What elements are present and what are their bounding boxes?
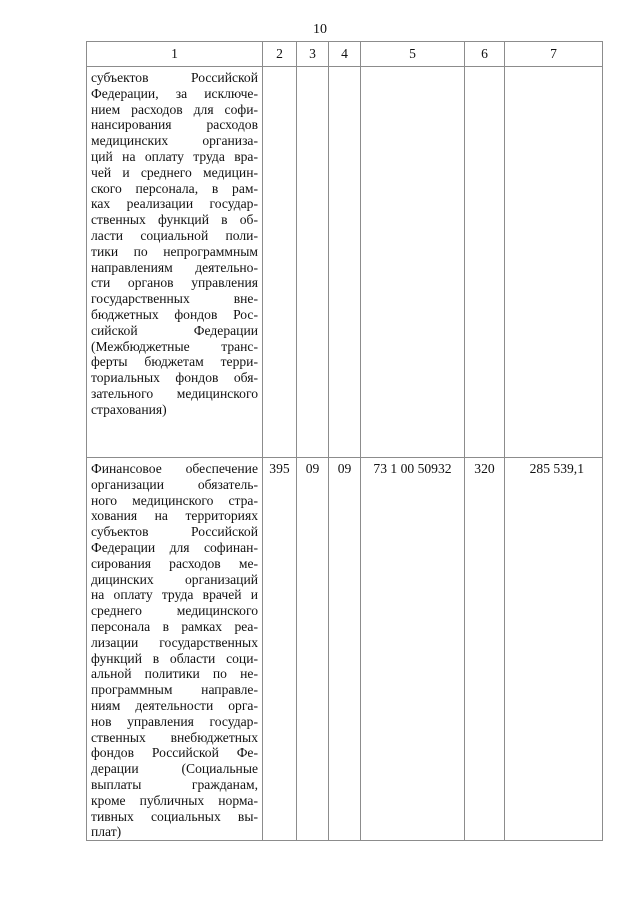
- description-line: страхования): [91, 401, 167, 417]
- column-header: 3: [297, 42, 329, 67]
- description-line: организации обязатель-: [91, 476, 258, 492]
- description-line: нов управления государ-: [91, 713, 258, 729]
- description-line: функций в области соци-: [91, 650, 258, 666]
- row-description: [87, 458, 263, 841]
- description-line: плат): [91, 824, 122, 840]
- description-line: Финансовое обеспечение: [91, 461, 258, 476]
- column-header: 2: [263, 42, 297, 67]
- table-row: [87, 67, 603, 458]
- column-header: 4: [329, 42, 361, 67]
- cell-subsection: 09: [329, 458, 361, 841]
- column-header: 1: [87, 42, 263, 67]
- description-line: выплаты гражданам,: [91, 776, 258, 792]
- description-line: сирования расходов ме-: [91, 555, 258, 571]
- description-line: (Межбюджетные транс-: [91, 338, 258, 354]
- cell-ministry-code: [263, 67, 297, 458]
- column-header: 7: [505, 42, 603, 67]
- description-line: хования на территориях: [91, 508, 258, 524]
- description-line: персонала в рамках реа-: [91, 618, 258, 634]
- description-line: субъектов Российской: [91, 70, 258, 85]
- cell-target-article: 73 1 00 50932: [361, 458, 465, 841]
- table-row: [87, 458, 603, 841]
- description-line: программным направле-: [91, 682, 258, 698]
- description-line: среднего медицинского: [91, 603, 258, 619]
- description-line: ках реализации государ-: [91, 196, 258, 212]
- cell-section: 09: [297, 458, 329, 841]
- budget-table: [86, 41, 603, 841]
- cell-amount: 285 539,1: [505, 458, 603, 841]
- description-line: дицинских организаций: [91, 571, 258, 587]
- description-line: зательного медицинского: [91, 385, 258, 401]
- description-line: сти органов управления: [91, 275, 258, 291]
- description-line: ского персонала, в рам-: [91, 180, 258, 196]
- description-line: фондов Российской Фе-: [91, 745, 258, 761]
- description-line: на оплату труда врачей и: [91, 587, 258, 603]
- cell-expense-type: [465, 67, 505, 458]
- description-line: альной политики по не-: [91, 666, 258, 682]
- description-line: лизации государственных: [91, 634, 258, 650]
- description-line: бюджетных фондов Рос-: [91, 306, 258, 322]
- description-line: ласти социальной поли-: [91, 227, 258, 243]
- description-line: государственных вне-: [91, 291, 258, 307]
- description-line: чей и среднего медицин-: [91, 164, 258, 180]
- column-header: 5: [361, 42, 465, 67]
- description-line: Федерации для софинан-: [91, 539, 258, 555]
- cell-section: [297, 67, 329, 458]
- cell-target-article: [361, 67, 465, 458]
- description-line: ций на оплату труда вра-: [91, 148, 258, 164]
- cell-subsection: [329, 67, 361, 458]
- description-line: ного медицинского стра-: [91, 492, 258, 508]
- description-line: ториальных фондов обя-: [91, 370, 258, 386]
- description-line: медицинских организа-: [91, 133, 258, 149]
- description-line: ственных функций в об-: [91, 212, 258, 228]
- description-line: ниям деятельности орга-: [91, 697, 258, 713]
- description-line: нансирования расходов: [91, 117, 258, 133]
- description-line: субъектов Российской: [91, 524, 258, 540]
- column-number-row: [87, 42, 603, 67]
- page-number: 10: [313, 22, 327, 37]
- row-description: [87, 67, 263, 458]
- description-line: сийской Федерации: [91, 322, 258, 338]
- description-line: Федерации, за исключе-: [91, 85, 258, 101]
- description-line: кроме публичных норма-: [91, 792, 258, 808]
- description-line: ферты бюджетам терри-: [91, 354, 258, 370]
- description-line: дерации (Социальные: [91, 761, 258, 777]
- cell-ministry-code: 395: [263, 458, 297, 841]
- description-line: направлениям деятельно-: [91, 259, 258, 275]
- cell-expense-type: 320: [465, 458, 505, 841]
- description-line: нием расходов для софи-: [91, 101, 258, 117]
- description-line: тики по непрограммным: [91, 243, 258, 259]
- cell-amount: [505, 67, 603, 458]
- column-header: 6: [465, 42, 505, 67]
- description-line: тивных социальных вы-: [91, 808, 258, 824]
- description-line: ственных внебюджетных: [91, 729, 258, 745]
